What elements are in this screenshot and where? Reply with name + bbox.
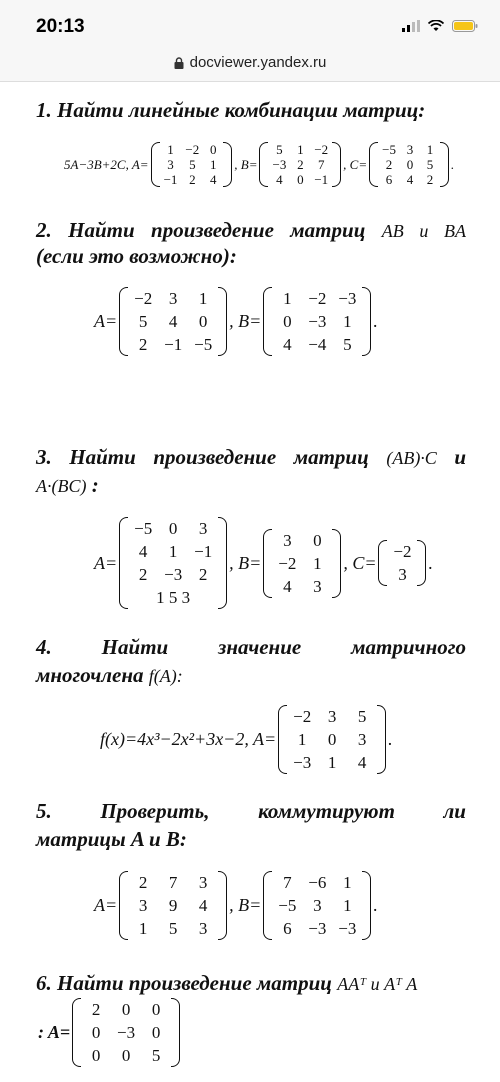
matrix-table bbox=[81, 998, 171, 1067]
matrix-cell: 0 bbox=[313, 530, 322, 550]
matrix-cell: 1 5 3 bbox=[156, 588, 191, 607]
matrix-row bbox=[160, 172, 224, 187]
matrix-row bbox=[378, 172, 440, 187]
task2-sep-b: , B= bbox=[229, 311, 262, 331]
matrix-cell: −3 bbox=[272, 157, 287, 172]
signal-icon bbox=[402, 20, 420, 32]
document-page bbox=[0, 82, 500, 1082]
matrix-cell: 3 bbox=[313, 576, 322, 596]
matrix-cell: 0 bbox=[283, 312, 292, 331]
matrix-cell: 2 bbox=[198, 565, 208, 584]
matrix-cell: 0 bbox=[327, 730, 337, 749]
matrix-cell: −2 bbox=[134, 289, 153, 308]
task5-sep-b: , B= bbox=[229, 895, 262, 915]
task1-matrix-a bbox=[151, 142, 233, 187]
matrix-cell: 2 bbox=[297, 157, 304, 172]
matrix-cell: 1 bbox=[210, 157, 217, 172]
matrix-cell: 3 bbox=[398, 565, 407, 584]
status-time: 20:13 bbox=[36, 16, 85, 37]
matrix-cell: 3 bbox=[167, 157, 174, 172]
task2-title-math: AB и BA bbox=[381, 221, 467, 241]
matrix-cell: 6 bbox=[283, 919, 292, 938]
matrix-row bbox=[128, 333, 218, 356]
task3-title-line1 bbox=[36, 444, 466, 471]
matrix-cell: −2 bbox=[185, 142, 200, 157]
matrix-row bbox=[81, 998, 171, 1021]
matrix-cell: 7 bbox=[283, 873, 292, 892]
matrix-cell: −5 bbox=[382, 142, 396, 157]
matrix-cell: 1 bbox=[168, 542, 178, 561]
matrix-cell: 1 bbox=[343, 896, 352, 915]
matrix-table bbox=[128, 517, 218, 609]
matrix-cell: 0 bbox=[210, 142, 217, 157]
task6-matrix-a bbox=[72, 998, 180, 1067]
matrix-cell: 1 bbox=[283, 289, 292, 308]
matrix-cell: 4 bbox=[198, 896, 208, 915]
matrix-table bbox=[160, 142, 224, 187]
matrix-cell: −1 bbox=[164, 335, 183, 354]
matrix-row bbox=[272, 287, 362, 310]
matrix-cell: 4 bbox=[406, 172, 414, 187]
matrix-cell: 4 bbox=[357, 753, 367, 772]
task1-title: 1. Найти линейные комбинации матриц: bbox=[36, 98, 426, 122]
matrix-cell: 1 bbox=[426, 142, 434, 157]
task4-title-text: многочлена bbox=[36, 663, 144, 687]
matrix-cell: −2 bbox=[393, 542, 412, 561]
matrix-cell: 2 bbox=[138, 565, 148, 584]
task3-matrix-b bbox=[263, 529, 341, 598]
matrix-cell: 3 bbox=[283, 530, 292, 550]
matrix-table bbox=[378, 142, 440, 187]
matrix-cell: 6 bbox=[385, 172, 393, 187]
task3-lhs-a: A= bbox=[94, 552, 118, 573]
matrix-row bbox=[272, 871, 362, 894]
matrix-row bbox=[387, 563, 417, 586]
task2-end: . bbox=[373, 311, 378, 331]
matrix-row bbox=[128, 563, 218, 586]
matrix-row bbox=[272, 917, 362, 940]
task3-title-colon: : bbox=[91, 473, 99, 497]
task3-sep-c: , C= bbox=[343, 552, 377, 573]
task1-expr: 5A−3B+2C, A= bbox=[64, 156, 149, 172]
matrix-cell: 2 bbox=[426, 172, 434, 187]
matrix-cell: 5 bbox=[168, 919, 178, 938]
task5-lhs-a: A= bbox=[94, 895, 118, 915]
matrix-row bbox=[287, 728, 377, 751]
lock-icon bbox=[174, 57, 184, 69]
status-icons bbox=[402, 20, 478, 32]
task6-equation bbox=[36, 998, 180, 1067]
matrix-row bbox=[272, 552, 332, 575]
matrix-cell: 4 bbox=[168, 312, 178, 331]
url-text[interactable]: docviewer.yandex.ru bbox=[189, 54, 327, 71]
task3-end: . bbox=[428, 552, 433, 573]
matrix-row bbox=[128, 586, 218, 609]
matrix-cell: 0 bbox=[91, 1023, 101, 1042]
matrix-cell: −3 bbox=[293, 753, 312, 772]
task3-matrix-c bbox=[378, 540, 426, 586]
matrix-cell: 1 bbox=[343, 873, 352, 892]
address-bar[interactable] bbox=[0, 44, 500, 82]
matrix-cell: 5 bbox=[151, 1046, 161, 1065]
task5-matrix-b bbox=[263, 871, 371, 940]
matrix-cell: −2 bbox=[308, 289, 327, 308]
matrix-row bbox=[272, 310, 362, 333]
task2-title-text: 2. Найти произведение матриц bbox=[36, 218, 366, 242]
matrix-row bbox=[387, 540, 417, 563]
battery-icon bbox=[452, 20, 478, 32]
matrix-row bbox=[128, 310, 218, 333]
matrix-cell: 1 bbox=[138, 919, 148, 938]
matrix-cell: 0 bbox=[297, 172, 304, 187]
matrix-cell: −1 bbox=[314, 172, 329, 187]
task6-title-math: AAᵀ и Aᵀ A bbox=[337, 974, 418, 994]
task1-equation bbox=[62, 142, 456, 187]
matrix-cell: −3 bbox=[308, 919, 327, 938]
matrix-row bbox=[287, 705, 377, 728]
matrix-cell: 1 bbox=[167, 142, 174, 157]
matrix-cell: 7 bbox=[168, 873, 178, 892]
matrix-row bbox=[272, 333, 362, 356]
matrix-row bbox=[378, 142, 440, 157]
matrix-cell: 3 bbox=[198, 873, 208, 892]
matrix-table bbox=[272, 871, 362, 940]
matrix-table bbox=[272, 529, 332, 598]
matrix-row bbox=[128, 517, 218, 540]
task3-matrix-a bbox=[119, 517, 227, 609]
matrix-table bbox=[128, 871, 218, 940]
matrix-cell: 1 bbox=[343, 312, 352, 331]
matrix-row bbox=[128, 871, 218, 894]
matrix-cell: 4 bbox=[283, 335, 292, 354]
matrix-cell: 0 bbox=[151, 1023, 161, 1042]
matrix-cell: 0 bbox=[121, 1000, 131, 1019]
task3-title-text: 3. Найти произведение матриц bbox=[36, 445, 369, 469]
matrix-cell: 5 bbox=[138, 312, 148, 331]
matrix-cell: −6 bbox=[308, 873, 327, 892]
task5-equation bbox=[92, 871, 380, 940]
matrix-row bbox=[160, 142, 224, 157]
matrix-cell: 5 bbox=[357, 707, 367, 726]
matrix-cell: 3 bbox=[313, 896, 322, 915]
matrix-row bbox=[272, 575, 332, 598]
task4-title-line1: 4. Найти значение матричного bbox=[36, 635, 466, 659]
matrix-row bbox=[128, 287, 218, 310]
matrix-cell: −2 bbox=[293, 707, 312, 726]
matrix-cell: 2 bbox=[385, 157, 393, 172]
matrix-cell: 0 bbox=[121, 1046, 131, 1065]
matrix-cell: −3 bbox=[308, 312, 327, 331]
matrix-row bbox=[128, 894, 218, 917]
matrix-cell: −1 bbox=[194, 542, 213, 561]
task4-matrix-a bbox=[278, 705, 386, 774]
matrix-cell: 3 bbox=[198, 919, 208, 938]
matrix-cell: −4 bbox=[308, 335, 327, 354]
task6-title-line1 bbox=[36, 970, 476, 997]
matrix-cell: −5 bbox=[134, 519, 153, 538]
matrix-cell: 9 bbox=[168, 896, 178, 915]
matrix-cell: 3 bbox=[406, 142, 414, 157]
task1-sep-c: , C= bbox=[343, 156, 368, 172]
task1-sep-b: , B= bbox=[234, 156, 258, 172]
task2-matrix-a bbox=[119, 287, 227, 356]
task3-title-math1: (AB)·C bbox=[386, 448, 437, 468]
task6-title-text: 6. Найти произведение матриц bbox=[36, 971, 332, 995]
matrix-table bbox=[287, 705, 377, 774]
matrix-cell: −5 bbox=[278, 896, 297, 915]
matrix-row bbox=[272, 894, 362, 917]
matrix-row bbox=[128, 917, 218, 940]
matrix-row bbox=[272, 529, 332, 552]
task5-end: . bbox=[373, 895, 378, 915]
matrix-cell: 5 bbox=[276, 142, 283, 157]
matrix-cell: 3 bbox=[198, 519, 208, 538]
matrix-cell: −1 bbox=[163, 172, 178, 187]
matrix-cell: 3 bbox=[327, 707, 337, 726]
matrix-cell: 0 bbox=[168, 519, 178, 538]
task3-title-and: и bbox=[454, 445, 467, 469]
matrix-row bbox=[128, 540, 218, 563]
matrix-row bbox=[81, 1044, 171, 1067]
task2-equation bbox=[92, 287, 380, 356]
matrix-cell: 3 bbox=[168, 289, 178, 308]
matrix-table bbox=[387, 540, 417, 586]
task5-title-line1: 5. Проверить, коммутируют ли bbox=[36, 799, 466, 823]
matrix-cell: 1 bbox=[327, 753, 337, 772]
wifi-icon bbox=[428, 20, 444, 32]
matrix-cell: 1 bbox=[198, 289, 208, 308]
matrix-cell: 4 bbox=[210, 172, 217, 187]
matrix-cell: 2 bbox=[91, 1000, 101, 1019]
task3-sep-b: , B= bbox=[229, 552, 262, 573]
task4-expr: f(x)=4x³−2x²+3x−2, A= bbox=[100, 729, 277, 749]
matrix-table bbox=[128, 287, 218, 356]
task6-colon: : A= bbox=[38, 1022, 71, 1042]
task2-title-line2: (если это возможно): bbox=[36, 244, 237, 268]
matrix-row bbox=[268, 157, 332, 172]
matrix-cell: −3 bbox=[338, 289, 357, 308]
matrix-cell: 7 bbox=[318, 157, 325, 172]
matrix-row bbox=[160, 157, 224, 172]
matrix-table bbox=[268, 142, 332, 187]
task3-title-line2 bbox=[36, 472, 466, 499]
task4-title-line2 bbox=[36, 662, 466, 689]
matrix-row bbox=[378, 157, 440, 172]
matrix-cell: −3 bbox=[338, 919, 357, 938]
matrix-cell: 5 bbox=[189, 157, 196, 172]
matrix-table bbox=[272, 287, 362, 356]
matrix-cell: 4 bbox=[283, 576, 292, 596]
matrix-cell: −5 bbox=[194, 335, 213, 354]
matrix-cell: 1 bbox=[297, 142, 304, 157]
matrix-row bbox=[81, 1021, 171, 1044]
task1-matrix-c bbox=[369, 142, 449, 187]
matrix-cell: 4 bbox=[138, 542, 148, 561]
matrix-cell: 3 bbox=[357, 730, 367, 749]
matrix-cell: −3 bbox=[164, 565, 183, 584]
matrix-cell: 1 bbox=[313, 553, 322, 573]
matrix-cell: 1 bbox=[297, 730, 307, 749]
matrix-cell: 5 bbox=[426, 157, 434, 172]
matrix-cell: 0 bbox=[91, 1046, 101, 1065]
matrix-cell: 0 bbox=[406, 157, 414, 172]
task4-end: . bbox=[388, 729, 393, 749]
task3-equation bbox=[92, 517, 435, 609]
matrix-row bbox=[268, 172, 332, 187]
matrix-cell: 2 bbox=[189, 172, 196, 187]
task5-matrix-a bbox=[119, 871, 227, 940]
matrix-cell: 0 bbox=[198, 312, 208, 331]
task4-equation bbox=[98, 705, 395, 774]
matrix-cell: −3 bbox=[117, 1023, 136, 1042]
matrix-cell: 4 bbox=[276, 172, 283, 187]
matrix-cell: 2 bbox=[138, 335, 148, 354]
matrix-cell: 2 bbox=[138, 873, 148, 892]
matrix-row bbox=[287, 751, 377, 774]
matrix-cell: −2 bbox=[278, 553, 297, 573]
matrix-cell: 5 bbox=[343, 335, 352, 354]
matrix-cell: −2 bbox=[314, 142, 329, 157]
task2-lhs-a: A= bbox=[94, 311, 118, 331]
matrix-cell: 0 bbox=[151, 1000, 161, 1019]
status-bar bbox=[0, 0, 500, 44]
task2-matrix-b bbox=[263, 287, 371, 356]
matrix-row bbox=[268, 142, 332, 157]
task1-matrix-b bbox=[259, 142, 341, 187]
task4-title-math: f(A): bbox=[148, 666, 183, 686]
task1-end: . bbox=[450, 156, 455, 172]
task3-title-math2: A·(BC) bbox=[36, 476, 87, 496]
matrix-cell: 3 bbox=[138, 896, 148, 915]
task5-title-line2: матрицы A и B: bbox=[36, 827, 187, 851]
task2-title-line1 bbox=[36, 217, 466, 244]
